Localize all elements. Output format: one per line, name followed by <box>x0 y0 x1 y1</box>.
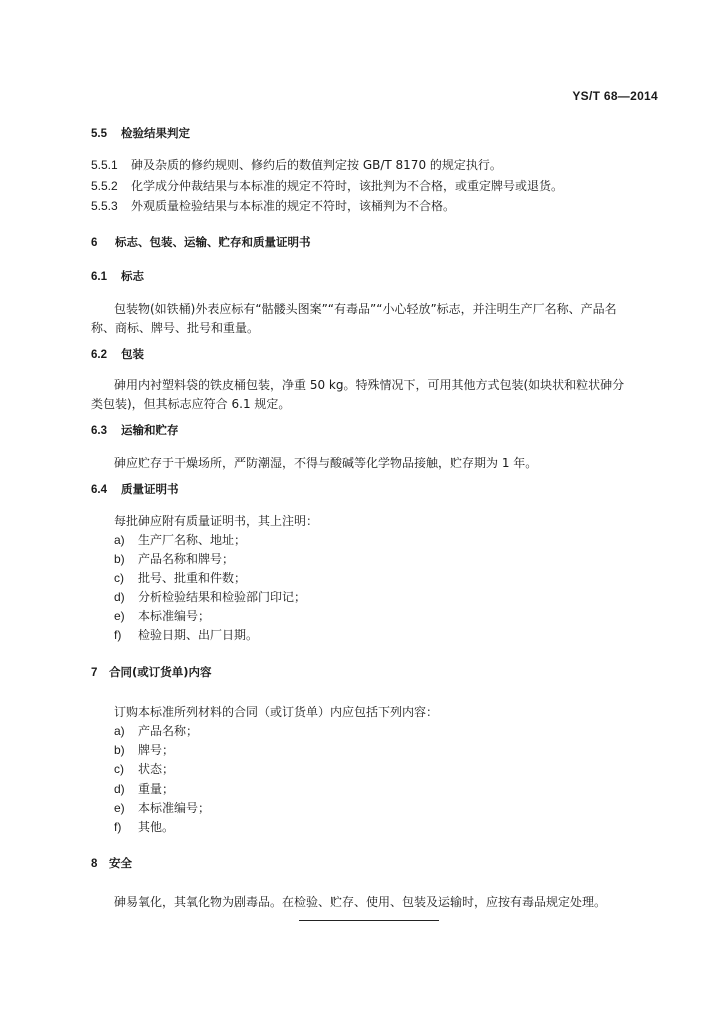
list-item <box>114 800 210 816</box>
section-7-heading <box>91 664 212 681</box>
list-label: c) <box>114 762 124 776</box>
list-label: f) <box>114 820 122 834</box>
section-number: 7 <box>91 667 98 679</box>
section-number: 6.4 <box>91 484 107 496</box>
list-item <box>114 761 174 777</box>
list-text: 牌号； <box>138 743 175 757</box>
paragraph-line: 订购本标准所列材料的合同（或订货单）内应包括下列内容： <box>114 705 439 719</box>
section-title: 标志 <box>121 269 144 283</box>
section-title: 运输和贮存 <box>121 423 179 437</box>
section-number: 6.2 <box>91 349 107 361</box>
clause-text: 砷及杂质的修约规则、修约后的数值判定按 GB/T 8170 的规定执行。 <box>131 158 502 172</box>
clause-5-5-3 <box>91 198 455 214</box>
list-text: 检验日期、出厂日期。 <box>138 628 259 642</box>
list-item <box>114 819 174 835</box>
clause-text: 化学成分仲裁结果与本标准的规定不符时，该批判为不合格，或重定牌号或退货。 <box>131 179 564 193</box>
list-text: 生产厂名称、地址； <box>138 533 247 547</box>
list-text: 状态； <box>138 762 175 776</box>
section-6-heading <box>91 234 311 251</box>
section-title: 包装 <box>121 347 144 361</box>
paragraph-line: 每批砷应附有质量证明书，其上注明： <box>114 514 319 528</box>
list-text: 重量； <box>138 782 175 796</box>
section-title: 标志、包装、运输、贮存和质量证明书 <box>115 235 311 249</box>
section-number: 6.1 <box>91 271 107 283</box>
paragraph-line: 砷易氧化，其氧化物为剧毒品。在检验、贮存、使用、包装及运输时，应按有毒品规定处理。 <box>114 895 607 909</box>
list-label: a) <box>114 533 125 547</box>
list-text: 其他。 <box>138 820 175 834</box>
clause-text: 外观质量检验结果与本标准的规定不符时，该桶判为不合格。 <box>131 199 456 213</box>
paragraph-line: 包装物(如铁桶)外表应标有“骷髅头图案”“有毒品”“小心轻放”标志，并注明生产厂名称、产品名 <box>114 302 617 316</box>
section-5-5-heading <box>91 125 190 142</box>
paragraph-line: 类包装)，但其标志应符合 6.1 规定。 <box>91 397 291 411</box>
document-code: YS/T 68—2014 <box>572 89 658 103</box>
paragraph-line: 砷用内衬塑料袋的铁皮桶包装，净重 50 kg。特殊情况下，可用其他方式包装(如块状和粒状砷分 <box>114 378 625 392</box>
section-title: 合同(或订货单)内容 <box>109 665 212 679</box>
list-text: 本标准编号； <box>138 609 211 623</box>
section-8-heading <box>91 855 132 872</box>
clause-number: 5.5.2 <box>91 179 118 193</box>
clause-5-5-1 <box>91 157 502 173</box>
list-text: 本标准编号； <box>138 801 211 815</box>
section-title: 安全 <box>109 856 132 870</box>
section-number: 6.3 <box>91 425 107 437</box>
clause-5-5-2 <box>91 178 563 194</box>
section-6-4-heading <box>91 481 179 498</box>
list-item <box>114 627 258 643</box>
end-rule <box>299 920 439 921</box>
list-label: e) <box>114 609 125 623</box>
list-text: 分析检验结果和检验部门印记； <box>138 590 307 604</box>
list-label: f) <box>114 628 122 642</box>
list-label: d) <box>114 782 125 796</box>
list-item <box>114 551 234 567</box>
list-item <box>114 781 174 797</box>
list-label: b) <box>114 743 125 757</box>
list-item <box>114 570 246 586</box>
list-item <box>114 608 210 624</box>
list-item <box>114 532 246 548</box>
list-text: 批号、批重和件数； <box>138 571 247 585</box>
section-number: 5.5 <box>91 128 107 140</box>
list-item <box>114 589 306 605</box>
list-label: a) <box>114 724 125 738</box>
list-label: b) <box>114 552 125 566</box>
clause-number: 5.5.1 <box>91 158 118 172</box>
paragraph-line: 称、商标、牌号、批号和重量。 <box>91 321 260 335</box>
list-item <box>114 723 198 739</box>
paragraph-line: 砷应贮存于干燥场所，严防潮湿，不得与酸碱等化学物品接触，贮存期为 1 年。 <box>114 456 538 470</box>
list-label: e) <box>114 801 125 815</box>
clause-number: 5.5.3 <box>91 199 118 213</box>
section-6-2-heading <box>91 346 144 363</box>
section-6-3-heading <box>91 422 179 439</box>
list-text: 产品名称和牌号； <box>138 552 235 566</box>
section-title: 检验结果判定 <box>121 126 190 140</box>
section-title: 质量证明书 <box>121 482 179 496</box>
section-number: 8 <box>91 858 98 870</box>
list-label: d) <box>114 590 125 604</box>
list-label: c) <box>114 571 124 585</box>
section-6-1-heading <box>91 268 144 285</box>
section-number: 6 <box>91 237 98 249</box>
list-text: 产品名称； <box>138 724 199 738</box>
list-item <box>114 742 174 758</box>
